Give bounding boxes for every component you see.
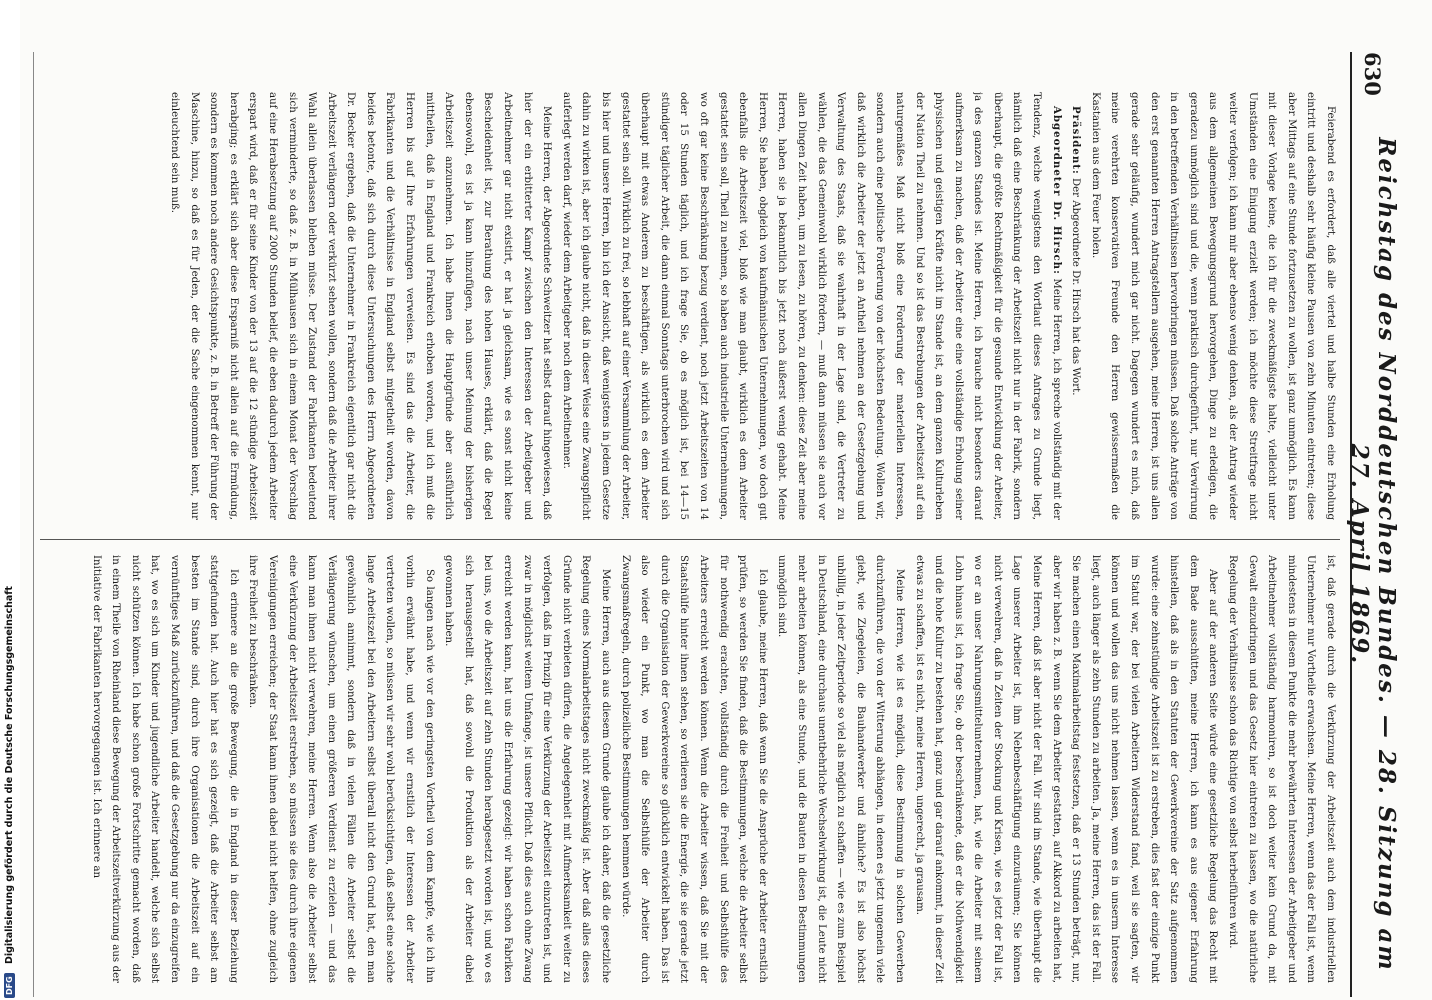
left-text-column xyxy=(40,92,1340,520)
speaker-label: Abgeordneter Dr. Hirsch: xyxy=(1050,106,1063,275)
paragraph: ist, daß gerade durch die Verkürzung der Arbeitszeit auch dem industriellen Unternehmer nur Vortheile erwachsen. Meine Herren, wenn das der Fall ist, wenn mindestens in diesem Punkte die mehr bewährten Interessen der Arbeitgeber und Arbeitnehmer vollständig harmoniren, so ist doch weiter kein Grund da, mit Gewalt einzudringen und das Gesetz hier eintreten zu lassen, wo die natürliche Regelung der Verhältnisse schon das Richtige von selbst herbeiführen wird. xyxy=(1227,555,1336,983)
speaker-label: Präsident: xyxy=(1070,106,1083,175)
right-text-column xyxy=(40,555,1340,983)
paragraph: Ich erinnere an die große Bewegung, die in England in dieser Beziehung stattgefunden hat. Auch hier hat es sich gezeigt, daß die Arbeiter selbst am besten im Stande sind, durch ihre Organisationen die Arbeitszeit auf ein vernünftiges Maß zurückzuführen, und daß die Gesetzgebung nur da einzugreifen hat, wo es sich um Kinder und jugendliche Arbeiter handelt, welche sich selbst nicht schützen können. Ich habe schon große Fortschritte gemacht worden, daß in einem Theile von Rheinland diese Bewegung der Arbeitszeitverkürzung aus der Initiative der Fabrikanten hervorgegangen ist. Ich erinnere an xyxy=(90,555,239,983)
paragraph: So langen nach wie vor den geringsten Vortheil von dem Kampfe, wie ich ihn vorhin erwähnt habe, und wenn wir ernstlich der Interessen der Arbeiter vertreten wollen, so müssen wir sehr wohl berücksichtigen, daß selbst eine solche lange Arbeitszeit bei den Arbeitern selbst überall nicht den Grund hat, den man gewöhnlich annimmt, sondern daß in vielen Fällen die Arbeiter selbst die Verlängerung wünschen, um einen größeren Verdienst zu erzielen — und das kann man ihnen nicht verwehren, meine Herren. Wenn also die Arbeiter selbst eine Verkürzung der Arbeitszeit erstreben, so müssen sie dies durch ihre eigenen Vereinigungen erreichen; der Staat kann ihnen dabei nicht helfen, ohne zugleich ihre Freiheit zu beschränken. xyxy=(247,555,435,983)
paragraph: Meine Herren, auch aus diesem Grunde glaube ich daher, daß die gesetzliche Regelung eines Normalarbeitstages nicht zweckmäßig ist. Aber daß alles dieses Gründe nicht verbieten dürfen, die Angelegenheit mit Aufmerksamkeit weiter zu verfolgen, daß im Prinzip für eine Verkürzung der Arbeitszeit einzutreten ist, und zwar in möglichst weitem Umfange, ist unsere Pflicht. Daß dies auch ohne Zwang erreicht werden kann, hat uns die Erfahrung gezeigt: wir haben schon Fabriken bei uns, wo die Arbeitszeit auf zehn Stunden herabgesetzt worden ist, und wo es sich herausgestellt hat, daß sowohl die Produktion als der Arbeiter dabei gewonnen haben. xyxy=(443,555,612,983)
funding-note xyxy=(4,8,15,998)
funding-strip xyxy=(0,0,20,1000)
paragraph: Meine Herren, wie ist es möglich, diese Bestimmung in solchen Gewerben durchzuführen, die von der Witterung abhängen, in denen es jetzt ungemein viele giebt, wie Ziegeleien, die Bauhandwerker und ähnliche? Es ist also höchst unbillig, in jeder Zeitperiode so viel als möglich zu schaffen — wie es zum Beispiel in Deutschland, eine durchaus unentbehrliche Wechselwirkung ist, die Leute nicht mehr arbeiten können, als eine Stunde, und die Bauten in diesen Bestimmungen unmöglich sind. xyxy=(776,555,905,983)
dfg-logo-icon: DFG xyxy=(4,973,15,998)
paragraph-text: Der Abgeordnete Dr. Hirsch hat das Wort. xyxy=(1070,177,1082,396)
running-title: Reichstag des Norddeutschen Bundes. — 28. Sitzung am 27. April 1869. xyxy=(1346,137,1400,972)
funding-text: Digitalisierung gefördert durch die Deutsche Forschungsgemeinschaft xyxy=(4,586,15,965)
paragraph-text: Meine Herren, ich spreche vollständig mit der Tendenz, welche wenigstens den Wortlaut dieses Antrages zu Grunde liegt, nämlich daß eine Beschränkung der Arbeitszeit nicht nur in der Fabrik, sondern überhaupt, die größte Rechtmäßigkeit für die gesunde Entwicklung der Arbeiter, ja des ganzen Standes ist. Meine Herren, ich brauche nicht besonders darauf aufmerksam zu machen, daß der Arbeiter eine eine vollständige Erholung seiner physischen und geistigen Kräfte nicht im Stande ist, an dem ganzen Kulturleben der Nation Theil zu nehmen. Und so ist das Bestrebungen der Arbeitszeit auf ein naturgemäßes Maß nicht bloß eine Forderung der materiellen Interessen, sondern auch eine politische Forderung von der höchsten Bedeutung. Wollen wir, daß wirklich die Arbeiter der jetzt an Antheil nehmen an der Gesetzgebung und Verwaltung des Staats, daß sie wahrhaft in der Lage sind, die Vertreter zu wählen, die das Gemeinwohl wirklich fördern, — muß dann müssen sie auch vor allen Dingen Zeit haben, um zu lesen, zu hören, zu denken: diese Zeit aber meine Herren, haben sie ja bekanntlich bis jetzt noch äußerst wenig gehabt. Meine Herren, Sie haben, obgleich von kaufmännischen Unternehmungen, wo doch gut ebenfalls die Arbeitszeit viel, bloß wie man glaubt, wirklich es dem Arbeiter gestattet sein soll, Theil zu nehmen, so haben auch industrielle Unternehmungen, wo oft gar keine Beschränkung bezug verdient, noch jetzt Arbeitszeiten von 14 oder 15 Stunden täglich, und ich frage Sie, ob es möglich ist, bei 14—15 stündiger täglicher Arbeit, die dann einmal Sonntags unterbrochen wird und sich überhaupt mit etwas Anderem zu beschäftigen, als wirklich es dem Arbeiter gestattet sein soll. Wirklich zu frei, so lebhaft auf einer Versammlung der Arbeiter, bis hier und unsere Herren, bin ich der Ansicht, daß wenigstens in jedem Gesetze dahin zu wirken ist, aber ich glaube nicht, daß in dieser Weise eine Zwangspflicht auferlegt werden darf, wieder dem Arbeitgeber noch dem Arbeitnehmer. xyxy=(560,92,1062,520)
speech-paragraph xyxy=(556,92,1065,520)
paragraph: Aber auf der anderen Seite würde eine gesetzliche Regelung das Recht mit dem Bade ausschütten, meine Herren, ich kann es aus eigener Erfahrung hinstellen, daß als in den Statuten der Gewerkvereine der Satz aufgenommen wurde: eine zehnstündige Arbeitszeit ist zu erstreben, dies fast der einzige Punkt im Statut war, der bei vielen Arbeitern Widerstand fand, weil sie sagten, wir können und wollen das uns nicht nehmen lassen, wenn es in unserm Interesse liegt, auch länger als zehn Stunden zu arbeiten. Ja, meine Herren, das ist der Fall. Sie machen einen Maximalarbeitstag festsetzen, daß er 13 Stunden beträgt, nur, aber wir haben z. B. wenn Sie dem Arbeiter gestatten, auf Akkord zu arbeiten hat, Meine Herren, daß ist aber nicht der Fall. Wir sind im Stande, wie überhaupt die Lage unserer Arbeiter ist, ihm Nebenbeschäftigung einzuräumen; Sie können nicht verwehren, daß in Zeiten der Stockung und Krisen, wie es jetzt der Fall ist, wo er an unser Nahrungsmittelunternehmen, hat, wie die Arbeiter mit seinem Lohn hinaus ist, ich frage Sie, ob der beschränkende, daß er die Nothwendigkeit und die hohe Kultur zu bestehen hat, ganz und gar darauf ankommt, in dieser Zeit etwas zu schaffen, ist es nicht, meine Herren, ungerecht, ja grausam. xyxy=(913,555,1219,983)
page-number: 630 xyxy=(1360,52,1386,96)
president-paragraph xyxy=(1066,92,1086,520)
paragraph: Meine Herren, der Abgeordnete Schweitzer hat selbst darauf hingewiesen, daß hier der ein erbitterter Kampf zwischen den Interessen der Arbeitgeber und Arbeitnehmer gar nicht existirt, er hat ja gleichsam, wie es sonst nicht keine Bescheidenheit ist, zur Berathung des hohen Hauses, erklärt, daß die Regel ebensowohl, es ist ja kann hinzufügen, nach unser Meinung der bisherigen Arbeitszeit anzunehmen. Ich habe Ihnen die Hauptgründe aber ausführlich mittheilen, daß in England und Frankreich erhoben worden, und ich muß die Herren bis auf Ihre Erfahrungen verweisen. Es sind das die Arbeiter, die Fabrikanten und die Verhältnisse in England selbst mitgetheilt worden, davon beides betonte, daß sich durch diese Untersuchungen des Herrn Abgeordneten Dr. Becker ergeben, daß die Unternehmer in Frankreich eigentlich gar nicht die Arbeitszeit verlängern oder verkürzt sehen wollen, sondern daß die Arbeiter ihrer Wahl allein überlassen bleiben müsse. Der Zustand der Fabrikanten bedeutend sich verminderte, so daß z. B. in Mülhausen sich in einem Monat der Vorschlag auf eine Herabsetzung auf 2000 Stunden belief, die eben dadurch jedem Arbeiter erspart wird, daß er für seine Kinder von der 13 auf die 12 stündige Arbeitszeit herabging; es erklärt sich aber diese Ersparniß nicht allein auf die Ermüdung, sondern es kommen noch andere Gesichtspunkte, z. B. in Betreff der Führung der Maschine, hinzu, so daß es für Jeden, der die Sache eingenommen kennt, nur einleuchtend sein muß. xyxy=(168,92,553,520)
page-header xyxy=(1346,52,1400,997)
paragraph: Feierabend es erfordert, daß alle viertel und halbe Stunden eine Erholung eintritt und deshalb sehr häufig kleine Pausen von zehn Minuten eintreten; diese aber Mittags auf eine Stunde fortzusetzen zu wollen, ist ganz unmöglich. Es kann mit dieser Vorlage keine, die ich für die zweckmäßigste halte, vielleicht unter Umständen eine Einigung erzielt werden; ich möchte diese Streitfrage nicht weiter verfolgen; ich kann mir aber ebenso wenig denken, als der Antrag wieder aus dem allgemeinen Bewegungsgrund hervorgehen, Dinge zu erledigen, die geradezu unmöglich sind und die, wenn praktisch durchgeführt, nur Verwirrung in den betreffenden Verhältnissen hervorbringen müssen. Daß solche Anträge von den erst genannten Herren Antragstellern ausgehen, meine Herren, ist uns allen gerade sehr geläufig, wundert mich gar nicht. Dagegen wundert es mich, daß meine verehrten konservativen Freunde den Herren gewissermaßen die Kastanien aus dem Feuer holen. xyxy=(1089,92,1336,520)
paragraph: Ich glaube, meine Herren, daß wenn Sie die Ansprüche der Arbeiter ernstlich prüfen, so werden Sie finden, daß die Bestimmungen, welche die Arbeiter selbst für nothwendig erachten, vollständig durch die Freiheit und Selbsthülfe des Arbeiters erreicht werden können. Wenn die Arbeiter wissen, daß Sie mit der Staatshülfe hinter ihnen stehen, so verlieren sie die Energie, die sie gerade jetzt durch die Organisation der Gewerkvereine so glücklich entwickelt haben. Das ist also wieder ein Punkt, wo man die Selbsthülfe der Arbeiter durch Zwangsmaßregeln, durch polizeiliche Bestimmungen hemmen würde. xyxy=(619,555,768,983)
bottom-rule xyxy=(33,52,34,997)
column-divider xyxy=(40,539,1340,540)
